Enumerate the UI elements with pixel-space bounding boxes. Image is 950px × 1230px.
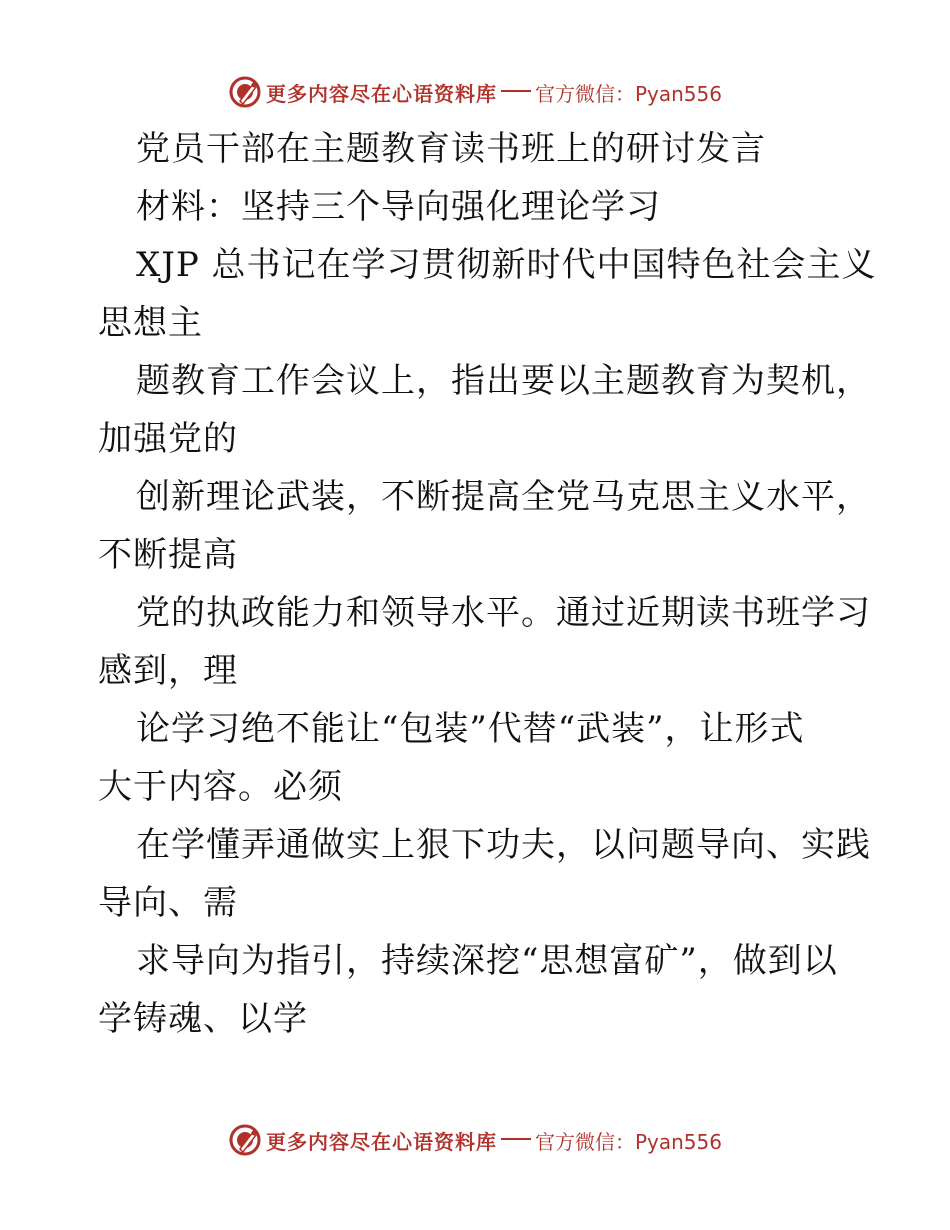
text-line: 创新理论武装，不断提高全党马克思主义水平， [136,477,871,517]
text-line: 论学习绝不能让“包装”代替“武装”，让形式 [136,709,805,749]
footer-brand-text: 更多内容尽在心语资料库 [265,1129,497,1154]
text-line: 求导向为指引，持续深挖“思想富矿”，做到以 [136,941,838,981]
text-line: 加强党的 [98,419,238,459]
text-line: 大于内容。必须 [98,767,343,807]
header-dash [501,90,531,92]
footer-banner [0,1120,950,1160]
text-line: 题教育工作会议上，指出要以主题教育为契机， [136,361,871,401]
text-line: 导向、需 [98,883,238,923]
footer-wechat-text: 官方微信：Pyan556 [534,1129,722,1154]
header-brand-text: 更多内容尽在心语资料库 [265,81,497,106]
brand-logo-icon [228,1123,262,1157]
document-body [98,120,877,1048]
text-line: 在学懂弄通做实上狠下功夫，以问题导向、实践 [136,825,871,865]
header-wechat-text: 官方微信：Pyan556 [534,81,722,106]
text-line: 党员干部在主题教育读书班上的研讨发言 [136,129,766,169]
text-line: 党的执政能力和领导水平。通过近期读书班学习 [136,593,871,633]
text-line: 感到，理 [98,651,238,691]
text-line: 思想主 [98,303,203,343]
text-line: 不断提高 [98,535,238,575]
text-line: 材料：坚持三个导向强化理论学习 [136,187,661,227]
header-banner [0,72,950,112]
brand-logo-icon [228,75,262,109]
footer-dash [501,1138,531,1140]
text-line: XJP 总书记在学习贯彻新时代中国特色社会主义 [136,245,877,285]
text-line: 学铸魂、以学 [98,999,308,1039]
